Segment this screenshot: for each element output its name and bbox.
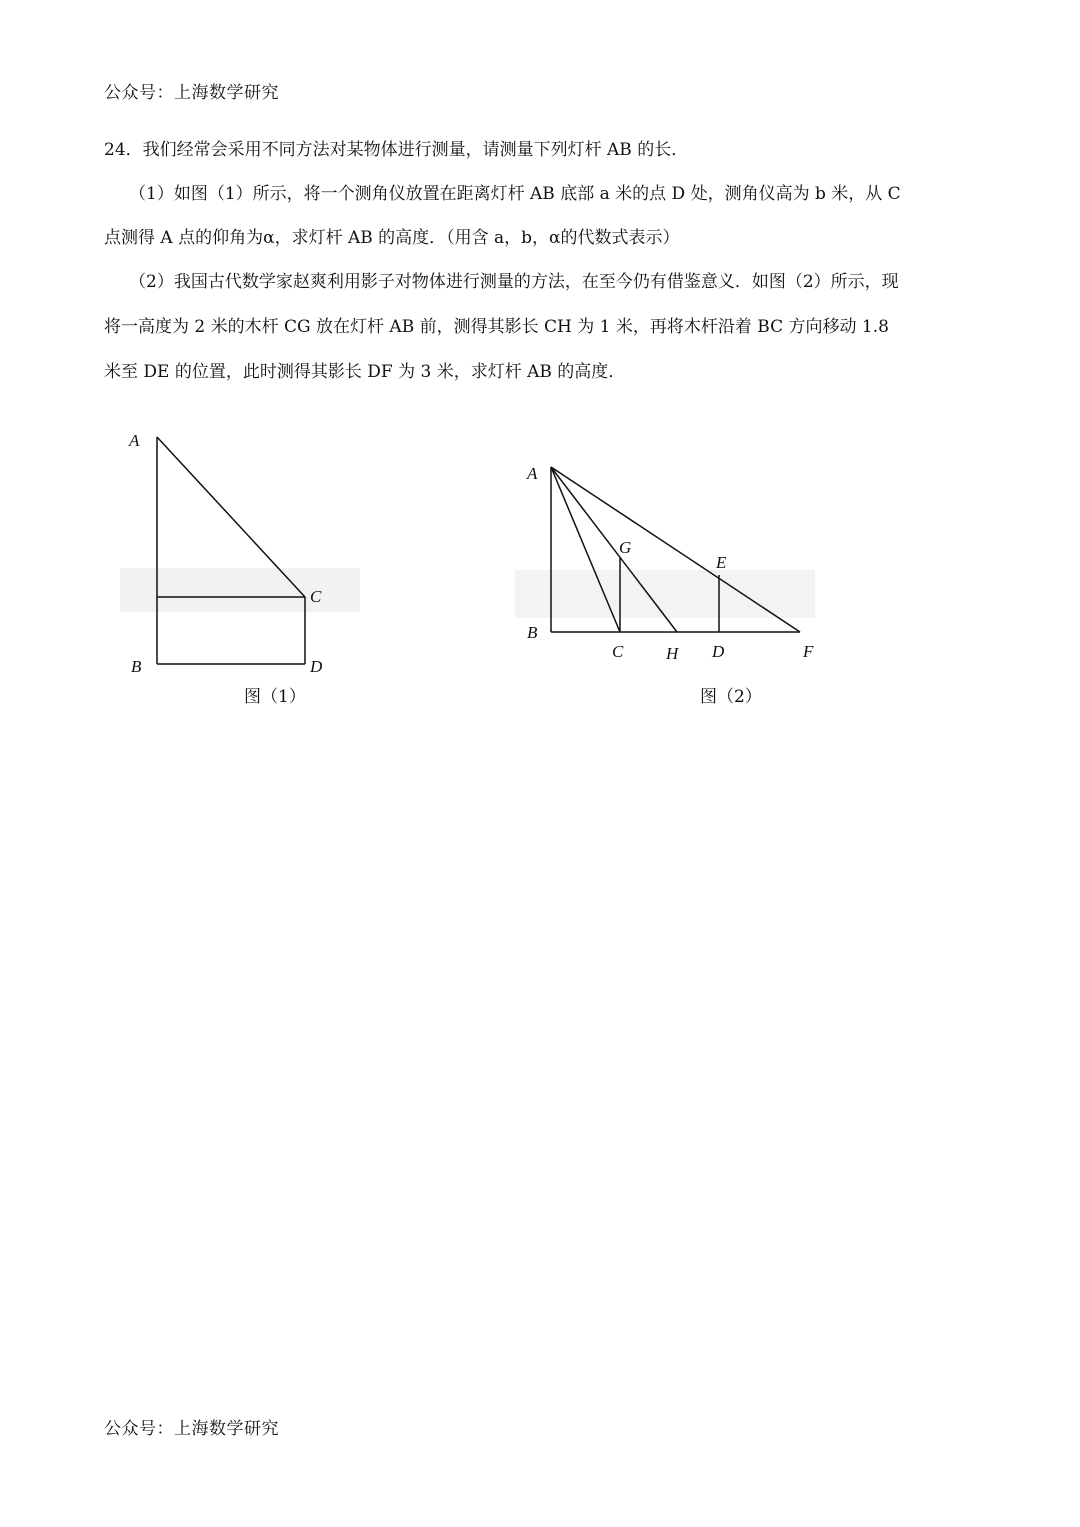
part2-line3: 米至 DE 的位置，此时测得其影长 DF 为 3 米，求灯杆 AB 的高度． [104,362,626,382]
part2-line2: 将一高度为 2 米的木杆 CG 放在灯杆 AB 前，测得其影长 CH 为 1 米，再将木杆沿着 BC 方向移动 1.8 [104,317,889,337]
label-D: D [310,657,323,676]
label-D: D [712,642,725,661]
label-A: A [129,431,140,450]
figure-1-diagram [120,420,360,685]
part2-line1: （2）我国古代数学家赵爽利用影子对物体进行测量的方法，在至今仍有借鉴意义．如图（2）所示，现 [129,272,899,292]
problem-24 [104,138,984,384]
figure-2-shade [515,570,815,618]
label-E: E [716,553,727,572]
figure-1-caption: 图（1） [244,687,306,707]
page-footer: 公众号：上海数学研究 [104,1419,279,1439]
figure-2 [515,455,825,670]
part1-line1: （1）如图（1）所示，将一个测角仪放置在距离灯杆 AB 底部 a 米的点 D 处，测角仪高为 b 米，从 C [129,184,901,204]
label-C: C [612,642,624,661]
figure-2-caption: 图（2） [700,687,762,707]
page-header: 公众号：上海数学研究 [104,83,279,103]
label-G: G [619,538,632,557]
figure-1 [120,420,360,685]
label-B: B [131,657,142,676]
part1-line2: 点测得 A 点的仰角为α，求灯杆 AB 的高度．（用含 a，b，α的代数式表示） [104,228,680,248]
figure-2-diagram [515,455,825,670]
label-B: B [527,623,538,642]
label-H: H [666,644,679,663]
problem-statement: 24．我们经常会采用不同方法对某物体进行测量，请测量下列灯杆 AB 的长． [104,140,689,160]
label-A: A [527,464,538,483]
label-C: C [310,587,322,606]
label-F: F [803,642,814,661]
figure-1-shade [120,568,360,612]
